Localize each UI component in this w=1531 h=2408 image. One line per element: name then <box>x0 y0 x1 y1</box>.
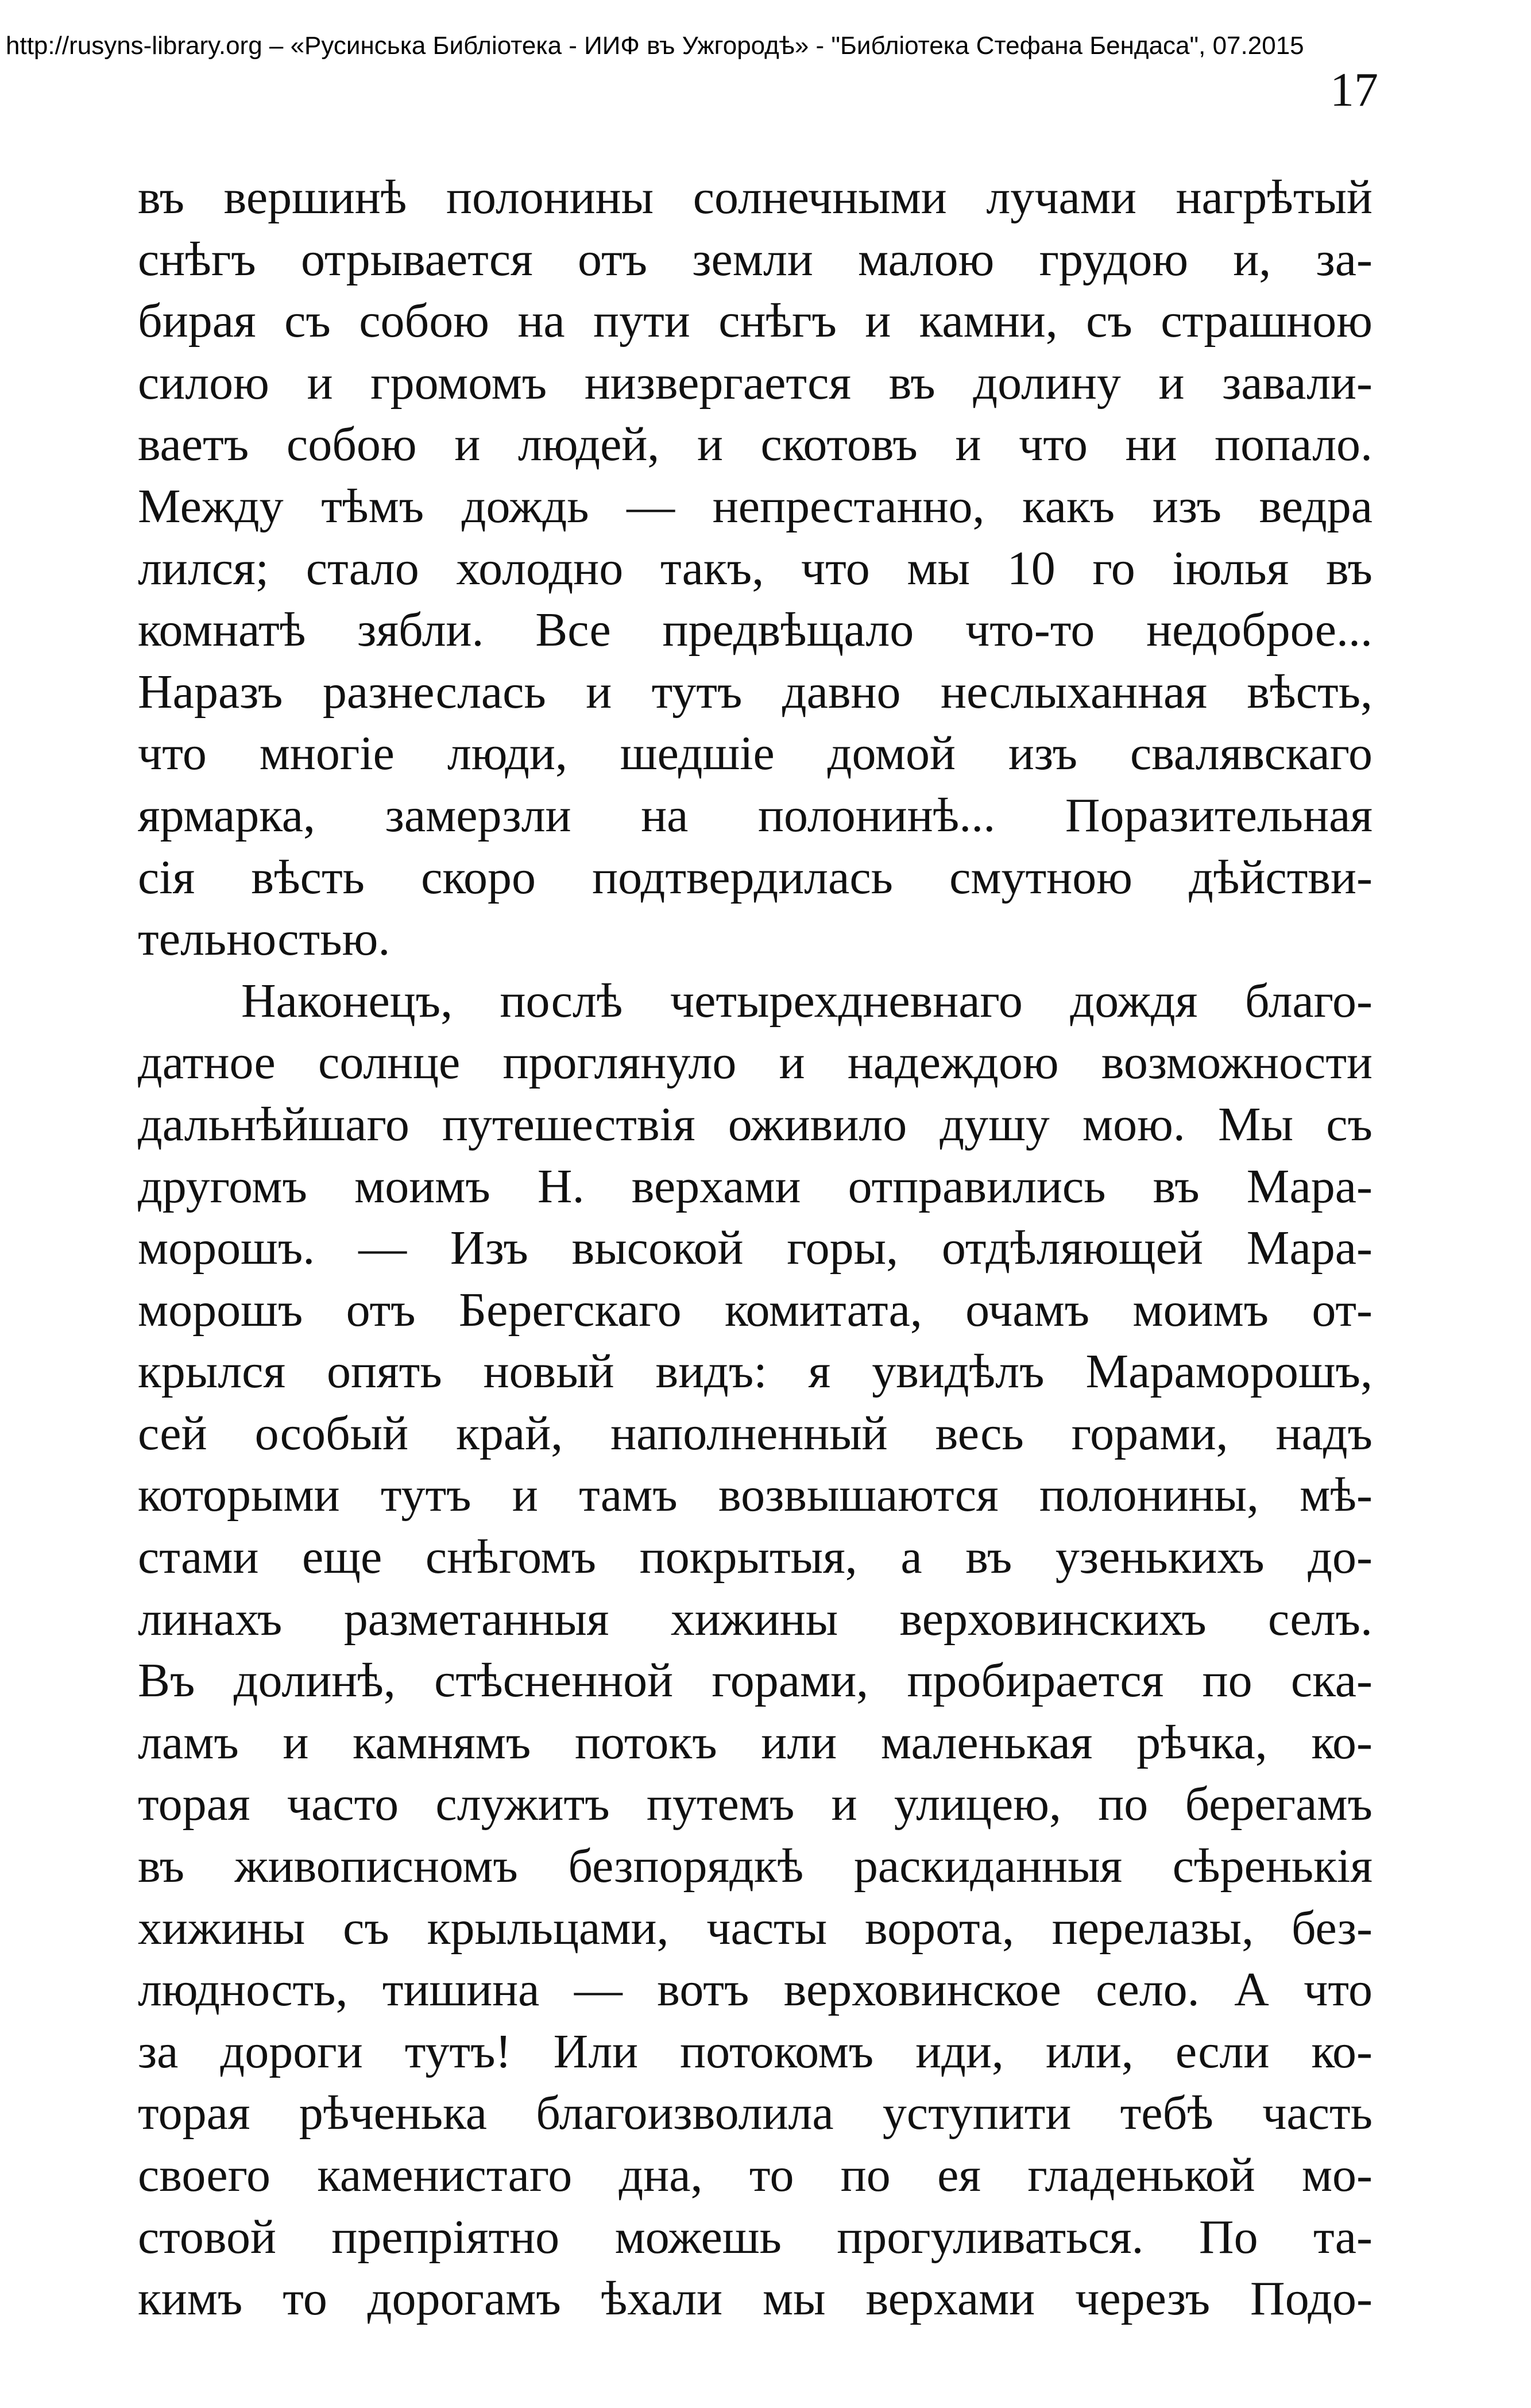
page-number: 17 <box>1330 63 1378 117</box>
text-line: комнатѣ зябли. Все предвѣщало что-то недоброе... <box>138 603 1373 657</box>
text-line: Наконецъ, послѣ четырехдневнаго дождя благо- <box>241 974 1373 1028</box>
text-line: ярмарка, замерзли на полонинѣ... Поразительная <box>138 788 1373 842</box>
text-line: своего каменистаго дна, то по ея гладенькой мо- <box>138 2148 1373 2202</box>
text-line: которыми тутъ и тамъ возвышаются полонины, мѣ- <box>138 1468 1373 1522</box>
text-line: торая рѣченька благоизволила уступити тебѣ часть <box>138 2086 1373 2140</box>
text-line: датное солнце проглянуло и надеждою возможности <box>138 1036 1373 1090</box>
text-line: линахъ разметанныя хижины верховинскихъ селъ. <box>138 1592 1373 1646</box>
text-line: стами еще снѣгомъ покрытыя, а въ узенькихъ до- <box>138 1530 1373 1584</box>
source-header: http://rusyns-library.org – «Русинська Библіотека - ИИФ въ Ужгородѣ» - "Библіотека Стефана Бендаса", 07.2015 <box>6 32 1304 60</box>
text-line: силою и громомъ низвергается въ долину и завали- <box>138 356 1373 410</box>
text-line: сей особый край, наполненный весь горами, надъ <box>138 1406 1373 1460</box>
text-line: лился; стало холодно такъ, что мы 10 го іюлья въ <box>138 541 1373 595</box>
text-line: крылся опять новый видъ: я увидѣлъ Мараморошъ, <box>138 1345 1373 1399</box>
text-line: Наразъ разнеслась и тутъ давно неслыханная вѣсть, <box>138 665 1373 719</box>
text-line: стовой препріятно можешь прогуливаться. По та- <box>138 2210 1373 2264</box>
paragraph-2 <box>138 970 1373 2330</box>
text-line: торая часто служитъ путемъ и улицею, по берегамъ <box>138 1777 1373 1831</box>
text-line: ваетъ собою и людей, и скотовъ и что ни попало. <box>138 418 1373 472</box>
body-text <box>138 167 1373 2330</box>
text-line: за дороги тутъ! Или потокомъ иди, или, если ко- <box>138 2024 1373 2078</box>
paragraph-1 <box>138 167 1373 970</box>
text-line: снѣгъ отрывается отъ земли малою грудою и, за- <box>138 232 1373 286</box>
text-line: другомъ моимъ Н. верхами отправились въ Мара- <box>138 1159 1373 1213</box>
text-line: морошъ отъ Берегскаго комитата, очамъ моимъ от- <box>138 1283 1373 1337</box>
text-line: хижины съ крыльцами, часты ворота, перелазы, без- <box>138 1901 1373 1955</box>
text-line: кимъ то дорогамъ ѣхали мы верхами черезъ Подо- <box>138 2272 1373 2326</box>
text-line: сія вѣсть скоро подтвердилась смутною дѣйстви- <box>138 850 1373 904</box>
text-line: въ живописномъ безпорядкѣ раскиданныя сѣренькія <box>138 1839 1373 1893</box>
text-line: ламъ и камнямъ потокъ или маленькая рѣчка, ко- <box>138 1715 1373 1769</box>
text-line: людность, тишина — вотъ верховинское село. А что <box>138 1963 1373 2017</box>
text-line: тельностью. <box>138 912 391 966</box>
text-line: въ вершинѣ полонины солнечными лучами нагрѣтый <box>138 171 1373 224</box>
text-line: что многіе люди, шедшіе домой изъ свалявскаго <box>138 727 1373 781</box>
text-line: бирая съ собою на пути снѣгъ и камни, съ страшною <box>138 294 1373 348</box>
text-line: Между тѣмъ дождь — непрестанно, какъ изъ ведра <box>138 479 1373 533</box>
text-line: Въ долинѣ, стѣсненной горами, пробирается по ска- <box>138 1654 1373 1708</box>
text-line: дальнѣйшаго путешествія оживило душу мою. Мы съ <box>138 1097 1373 1151</box>
text-line: морошъ. — Изъ высокой горы, отдѣляющей Мара- <box>138 1221 1373 1275</box>
